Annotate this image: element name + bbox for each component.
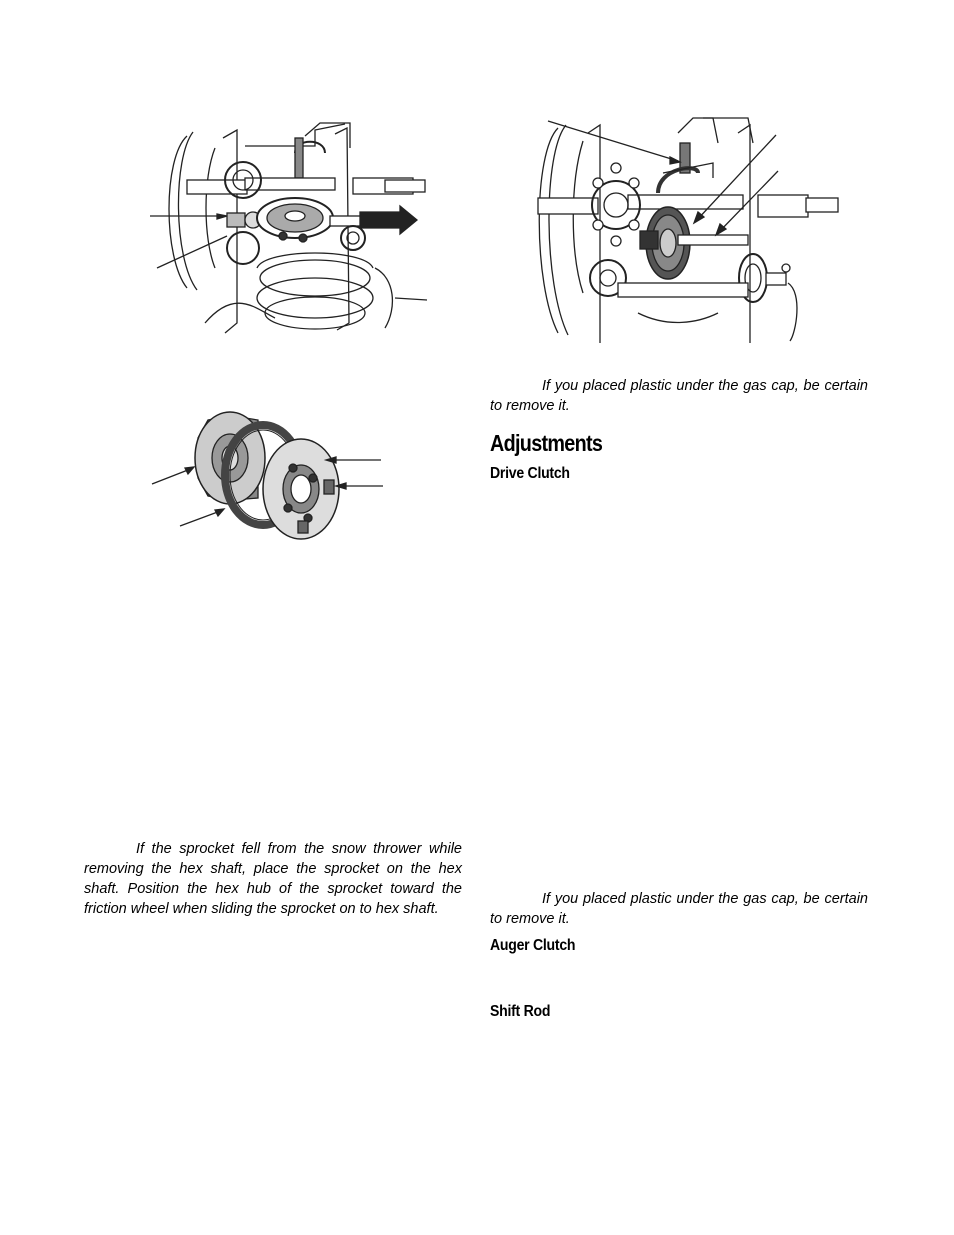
heading-auger-clutch: Auger Clutch bbox=[490, 937, 576, 954]
heading-adjustments: Adjustments bbox=[490, 430, 603, 456]
figure-drive-detail bbox=[528, 113, 840, 345]
note-sprocket bbox=[84, 839, 462, 919]
heading-shift-rod: Shift Rod bbox=[490, 1003, 551, 1020]
note-text: If you placed plastic under the gas cap, be certain to remove it. bbox=[490, 378, 868, 414]
figure-hex-shaft-removal bbox=[145, 118, 435, 340]
figure-hex-shaft-assembly bbox=[148, 408, 388, 542]
heading-drive-clutch: Drive Clutch bbox=[490, 465, 570, 482]
note-text: If the sprocket fell from the snow thrower while removing the hex shaft, place the sprocket on the hex shaft. Position the hex hub of the sprocket toward the friction wheel when sliding the sprocket on to hex shaft. bbox=[84, 841, 462, 917]
note-text: If you placed plastic under the gas cap, be certain to remove it. bbox=[490, 891, 868, 927]
note-gas-cap-top bbox=[490, 376, 868, 416]
note-gas-cap-bottom bbox=[490, 889, 868, 929]
